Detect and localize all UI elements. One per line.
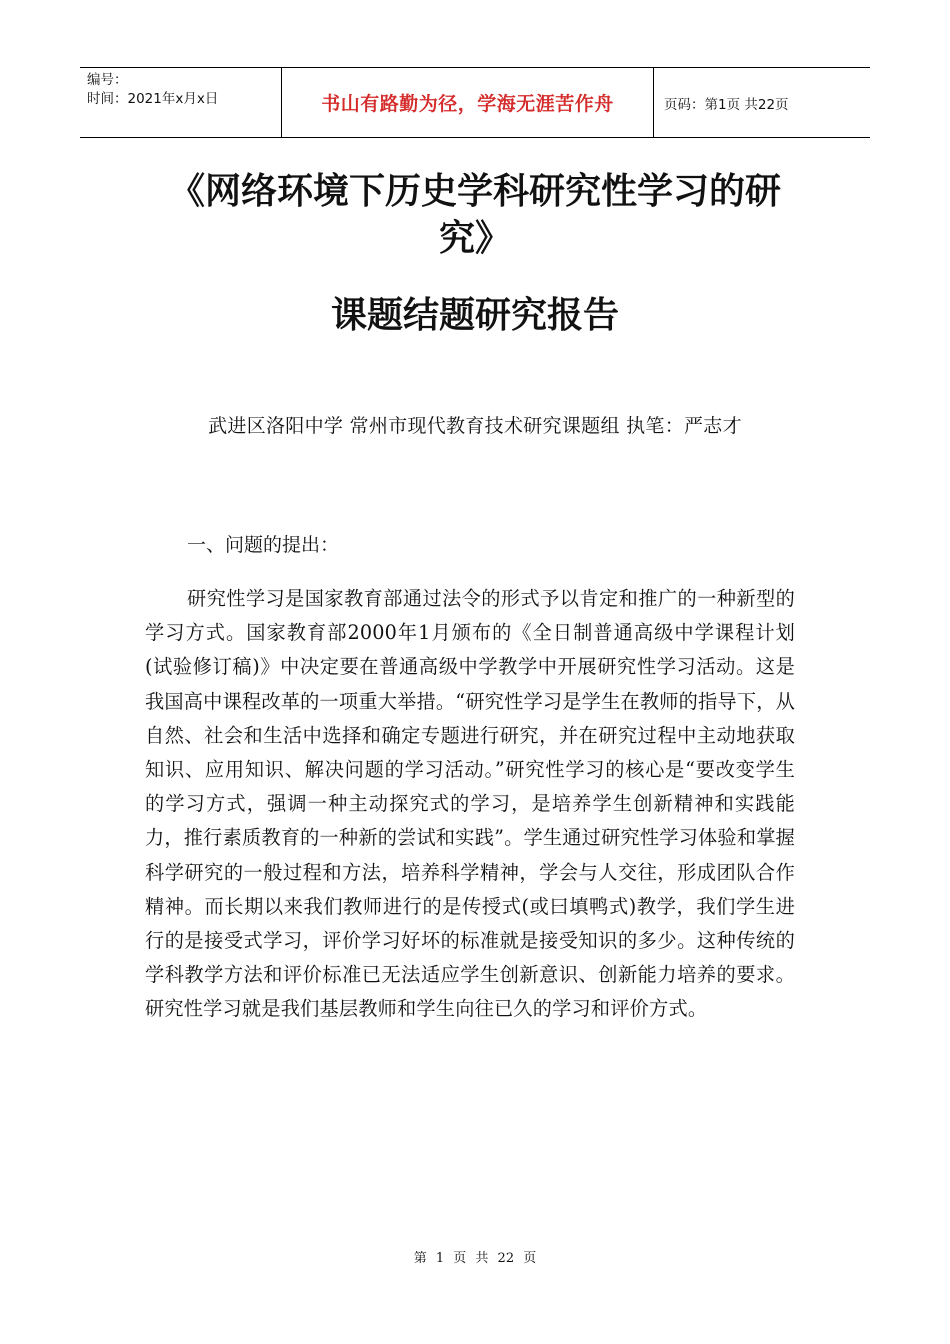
header-meta — [80, 68, 281, 137]
body-paragraph: 研究性学习是国家教育部通过法令的形式予以肯定和推广的一种新型的学习方式。国家教育部2000年1月颁布的《全日制普通高级中学课程计划(试验修订稿)》中决定要在普通高级中学教学中开展研究性学习活动。这是我国高中课程改革的一项重大举措。“研究性学习是学生在教师的指导下，从自然、社会和生活中选择和确定专题进行研究，并在研究过程中主动地获取知识、应用知识、解决问题的学习活动。”研究性学习的核心是“要改变学生的学习方式，强调一种主动探究式的学习，是培养学生创新精神和实践能力，推行素质教育的一种新的尝试和实践”。学生通过研究性学习体验和掌握科学研究的一般过程和方法，培养科学精神，学会与人交往，形成团队合作精神。而长期以来我们教师进行的是传授式(或曰填鸭式)教学，我们学生进行的是接受式学习，评价学习好坏的标准就是接受知识的多少。这种传统的学科教学方法和评价标准已无法适应学生创新意识、创新能力培养的要求。研究性学习就是我们基层教师和学生向往已久的学习和评价方式。 — [145, 587, 795, 1021]
document-title-line1: 《网络环境下历史学科研究性学习的研 — [168, 171, 781, 212]
author-byline: 武进区洛阳中学 常州市现代教育技术研究课题组 执笔：严志才 — [208, 415, 742, 437]
page-header — [80, 67, 870, 138]
document-subtitle: 课题结题研究报告 — [330, 295, 619, 336]
header-motto: 书山有路勤为径，学海无涯苦作舟 — [281, 68, 654, 137]
number-label: 编号： — [87, 72, 128, 88]
section-heading: 一、问题的提出： — [187, 534, 340, 556]
header-page-info: 页码：第1页 共22页 — [664, 96, 789, 113]
page-footer: 第 1 页 共 22 页 — [413, 1251, 537, 1266]
time-label: 时间：2021年x月x日 — [87, 91, 219, 107]
document-title-line2: 究》 — [438, 218, 511, 259]
